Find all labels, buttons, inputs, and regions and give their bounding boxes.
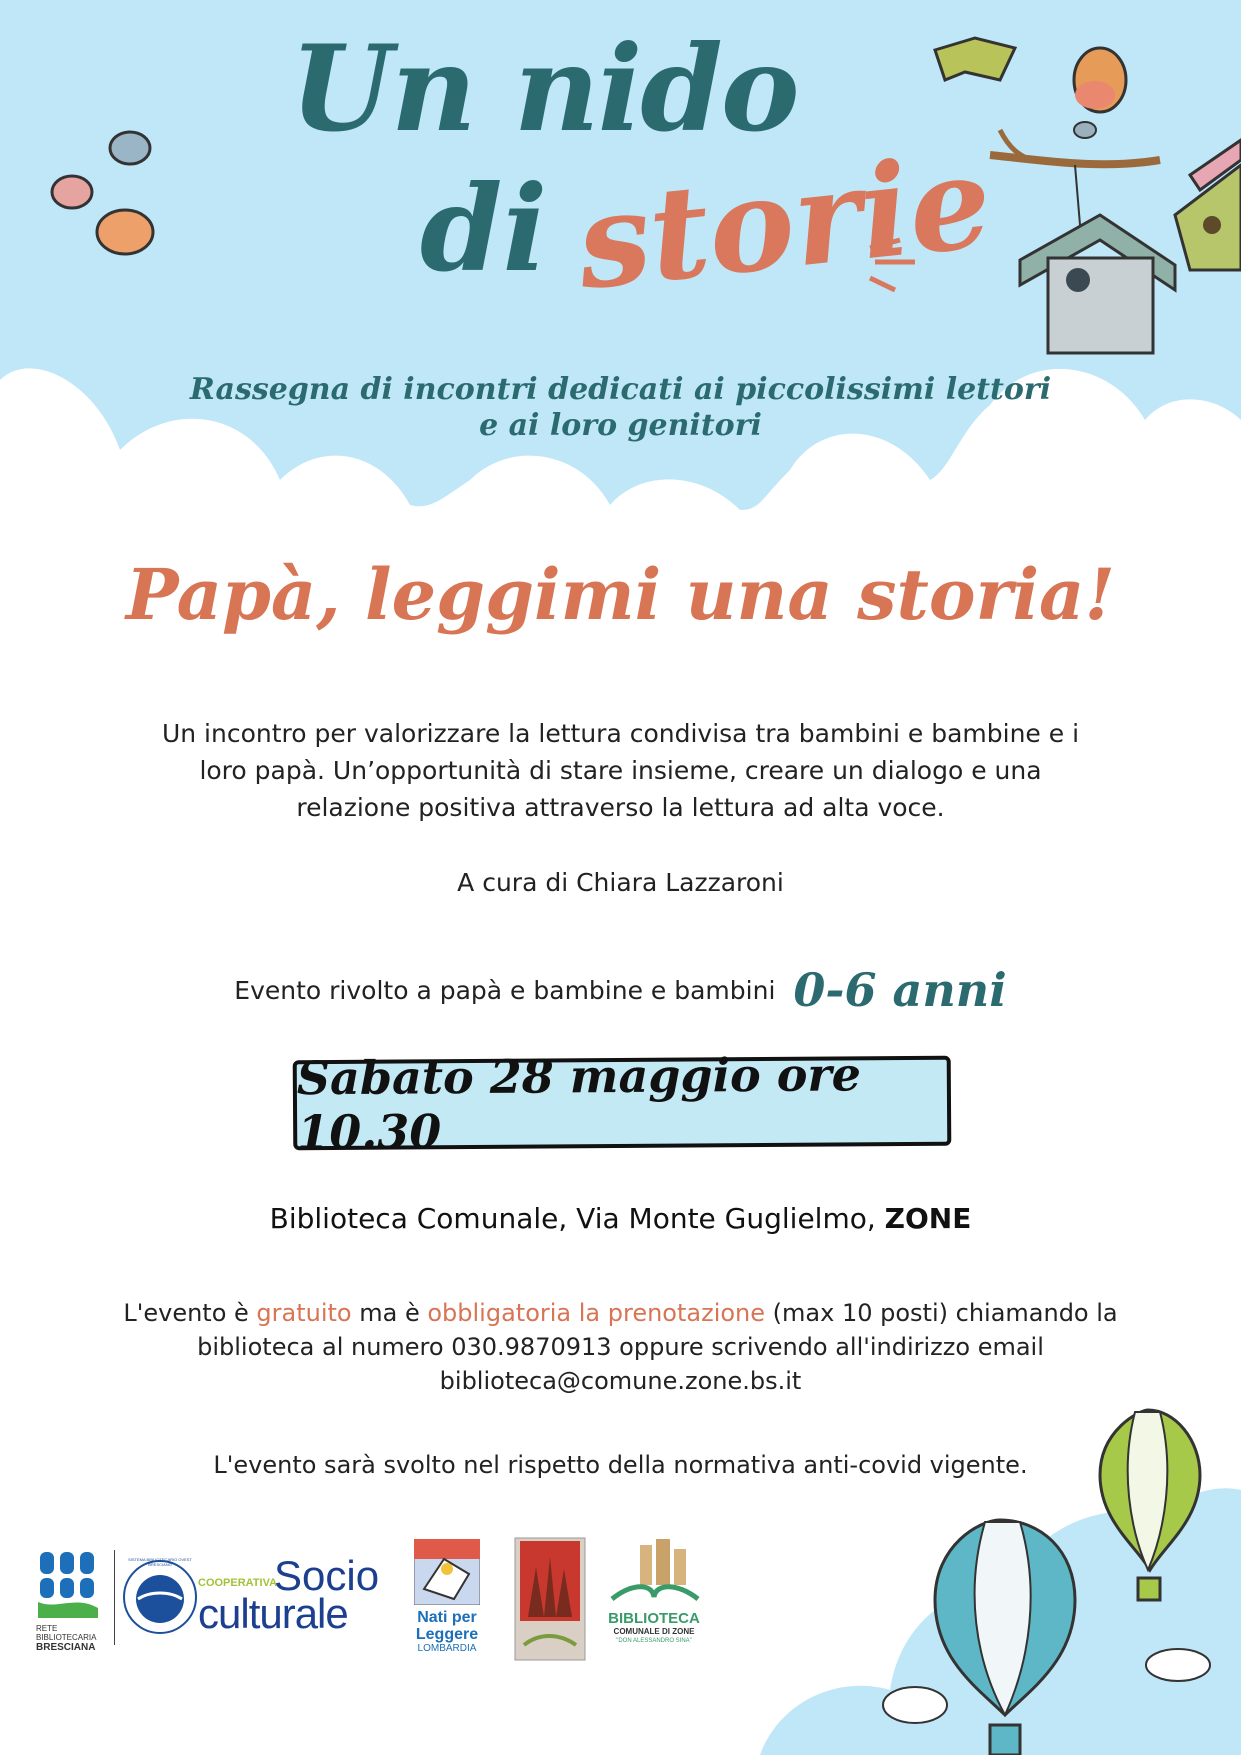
rete-line-2: BRESCIANA bbox=[36, 1642, 96, 1653]
curator: A cura di Chiara Lazzaroni bbox=[457, 868, 784, 897]
booking-free: gratuito bbox=[256, 1299, 352, 1327]
date-box bbox=[293, 1047, 952, 1160]
event-description bbox=[0, 715, 1241, 826]
subtitle bbox=[0, 372, 1241, 444]
covid-notice: L'evento sarà svolto nel rispetto della normativa anti-covid vigente. bbox=[213, 1451, 1028, 1479]
age-range: 0-6 anni bbox=[793, 963, 1007, 1017]
comune-crest-icon bbox=[514, 1537, 586, 1661]
logo-comune-zone-crest bbox=[514, 1537, 586, 1661]
venue-town: ZONE bbox=[884, 1202, 972, 1235]
description-line-3: relazione positiva attraverso la lettura ad alta voce. bbox=[296, 793, 945, 822]
venue bbox=[0, 1202, 1241, 1235]
biblioteca-icon bbox=[602, 1539, 706, 1607]
npl-line-1: Nati per bbox=[417, 1609, 477, 1626]
booking-mandatory: obbligatoria la prenotazione bbox=[427, 1299, 766, 1327]
logo-nati-per-leggere bbox=[414, 1539, 484, 1659]
booking-email: biblioteca@comune.zone.bs.it bbox=[439, 1367, 802, 1395]
rete-bibliotecaria-icon bbox=[36, 1550, 108, 1620]
venue-address: Biblioteca Comunale, Via Monte Guglielmo, bbox=[269, 1202, 885, 1235]
logo-sistema-bibliotecario bbox=[120, 1557, 200, 1637]
booking-line-1 bbox=[0, 1296, 1241, 1330]
booking-text-2: ma è bbox=[351, 1299, 428, 1327]
sistema-label: SISTEMA BIBLIOTECARIO OVEST BRESCIANO bbox=[128, 1557, 192, 1567]
audience-text: Evento rivolto a papà e bambine e bambini bbox=[234, 975, 776, 1005]
rete-line-1: RETE BIBLIOTECARIA bbox=[36, 1624, 97, 1642]
title-di: di bbox=[420, 159, 548, 298]
coop-label: COOPERATIVA bbox=[198, 1577, 278, 1589]
sponsor-logos bbox=[36, 1535, 736, 1665]
logo-socio-culturale bbox=[198, 1552, 388, 1650]
nati-per-leggere-icon bbox=[414, 1539, 480, 1605]
coop-line-2: culturale bbox=[198, 1590, 348, 1637]
booking-line-2: biblioteca al numero 030.9870913 oppure scrivendo all'indirizzo email bbox=[197, 1333, 1044, 1361]
booking-info bbox=[0, 1296, 1241, 1398]
description-line-2: loro papà. Un’opportunità di stare insieme, creare un dialogo e una bbox=[199, 756, 1042, 785]
npl-line-3: LOMBARDIA bbox=[417, 1643, 477, 1654]
logo-biblioteca-comunale bbox=[602, 1539, 712, 1659]
logo-divider bbox=[114, 1550, 115, 1645]
title-storie: storie bbox=[570, 126, 998, 319]
sistema-bibliotecario-icon bbox=[120, 1557, 200, 1637]
bib-line-3: "DON ALESSANDRO SINA" bbox=[616, 1638, 692, 1644]
coop-line-1: Socio bbox=[274, 1552, 380, 1599]
subtitle-line-1: Rassegna di incontri dedicati ai piccolissimi lettori bbox=[189, 372, 1052, 407]
bib-line-2: COMUNALE DI ZONE bbox=[613, 1627, 695, 1636]
date-time: Sabato 28 maggio ore 10.30 bbox=[296, 1047, 862, 1160]
booking-text-3: (max 10 posti) chiamando la bbox=[765, 1299, 1118, 1327]
bib-line-1: BIBLIOTECA bbox=[608, 1610, 700, 1627]
subtitle-line-2: e ai loro genitori bbox=[479, 408, 762, 443]
booking-text-1: L'evento è bbox=[123, 1299, 257, 1327]
npl-line-2: Leggere bbox=[415, 1626, 479, 1643]
title-un-nido: Un nido bbox=[290, 19, 798, 158]
event-title: Papà, leggimi una storia! bbox=[125, 553, 1116, 636]
logo-rete-bibliotecaria bbox=[36, 1550, 108, 1653]
description-line-1: Un incontro per valorizzare la lettura condivisa tra bambini e bambine e i bbox=[161, 719, 1080, 748]
audience-row bbox=[0, 955, 1241, 1025]
